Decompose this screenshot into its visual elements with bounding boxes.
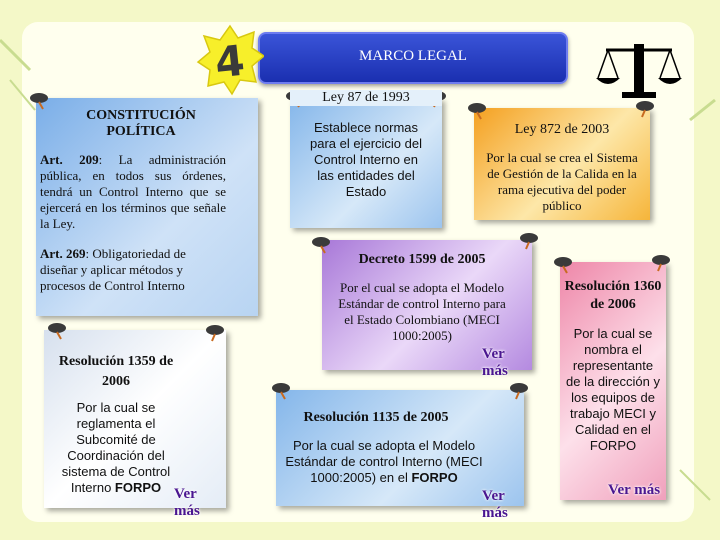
card-body: Por la cual se crea el Sistema de Gestión de la Calida en la rama ejecutiva del poder público — [486, 150, 638, 213]
article-209-text: : La administración pública, en todos sus órdenes, tendrá un Control Interno que se ejercerá en los términos que señale la Ley. — [40, 152, 226, 231]
card-body-text: Por la cual se adopta el Modelo Estándar de control Interno (MECI 1000:2005) en el — [285, 438, 483, 485]
card-resolucion-1359 — [44, 330, 226, 519]
badge-number: 4 — [212, 35, 247, 88]
card-ley-872 — [474, 108, 650, 220]
article-269-label: Art. 269 — [40, 246, 86, 261]
scale-of-justice-icon — [594, 40, 684, 100]
article-209 — [40, 152, 226, 232]
card-title: CONSTITUCIÓN POLÍTICA — [86, 108, 196, 139]
card-body — [284, 438, 484, 486]
ver-mas-link[interactable]: Ver más — [608, 482, 661, 498]
article-269 — [40, 246, 226, 294]
entity-name: FORPO — [114, 480, 162, 495]
card-title: Ley 872 de 2003 — [514, 122, 610, 137]
pin-icon — [650, 254, 672, 272]
number-badge-icon — [196, 24, 264, 96]
ver-mas-link[interactable]: Ver más — [482, 488, 508, 521]
article-269-text: : Obligatoriedad de diseñar y aplicar métodos y procesos de Control Interno — [40, 246, 186, 293]
entity-name: FORPO — [411, 470, 458, 485]
ver-mas-link[interactable]: Ver más — [174, 486, 200, 519]
pin-icon — [508, 382, 530, 400]
card-title: Decreto 1599 de 2005 — [358, 252, 486, 267]
pin-icon — [204, 324, 226, 342]
card-title: Resolución 1359 de 2006 — [58, 354, 174, 389]
pin-icon — [28, 92, 50, 110]
card-body-text: Por la cual se reglamenta el Subcomité de Coordinación del sistema de Control Interno — [61, 400, 171, 495]
pin-icon — [518, 232, 540, 250]
pin-icon — [634, 100, 656, 118]
card-resolucion-1135 — [276, 390, 524, 521]
card-title: Resolución 1135 de 2005 — [303, 410, 449, 425]
card-title: Ley 87 de 1993 — [290, 90, 442, 106]
card-constitucion — [36, 98, 258, 316]
card-ley-87 — [290, 90, 442, 228]
card-decreto-1599 — [322, 240, 532, 379]
pin-icon — [46, 322, 68, 340]
card-resolucion-1360 — [560, 262, 666, 500]
card-body: Por el cual se adopta el Modelo Estándar de control Interno para el Estado Colombiano (MECI 1000:2005) — [338, 280, 506, 343]
header-bar — [258, 32, 568, 84]
pin-icon — [270, 382, 292, 400]
pin-icon — [552, 256, 574, 274]
pin-icon — [466, 102, 488, 120]
page-title: MARCO LEGAL — [359, 48, 467, 64]
card-body: Establece normas para el ejercicio del Control Interno en las entidades del Estado — [309, 120, 422, 199]
ver-mas-link[interactable]: Ver más — [482, 346, 508, 379]
article-209-label: Art. 209 — [40, 152, 99, 167]
card-body: Por la cual se nombra el representante de la dirección y los equipos de trabajo MECI y Calidad en el FORPO — [566, 326, 660, 453]
card-body — [54, 400, 178, 496]
card-title: Resolución 1360 de 2006 — [564, 279, 662, 312]
